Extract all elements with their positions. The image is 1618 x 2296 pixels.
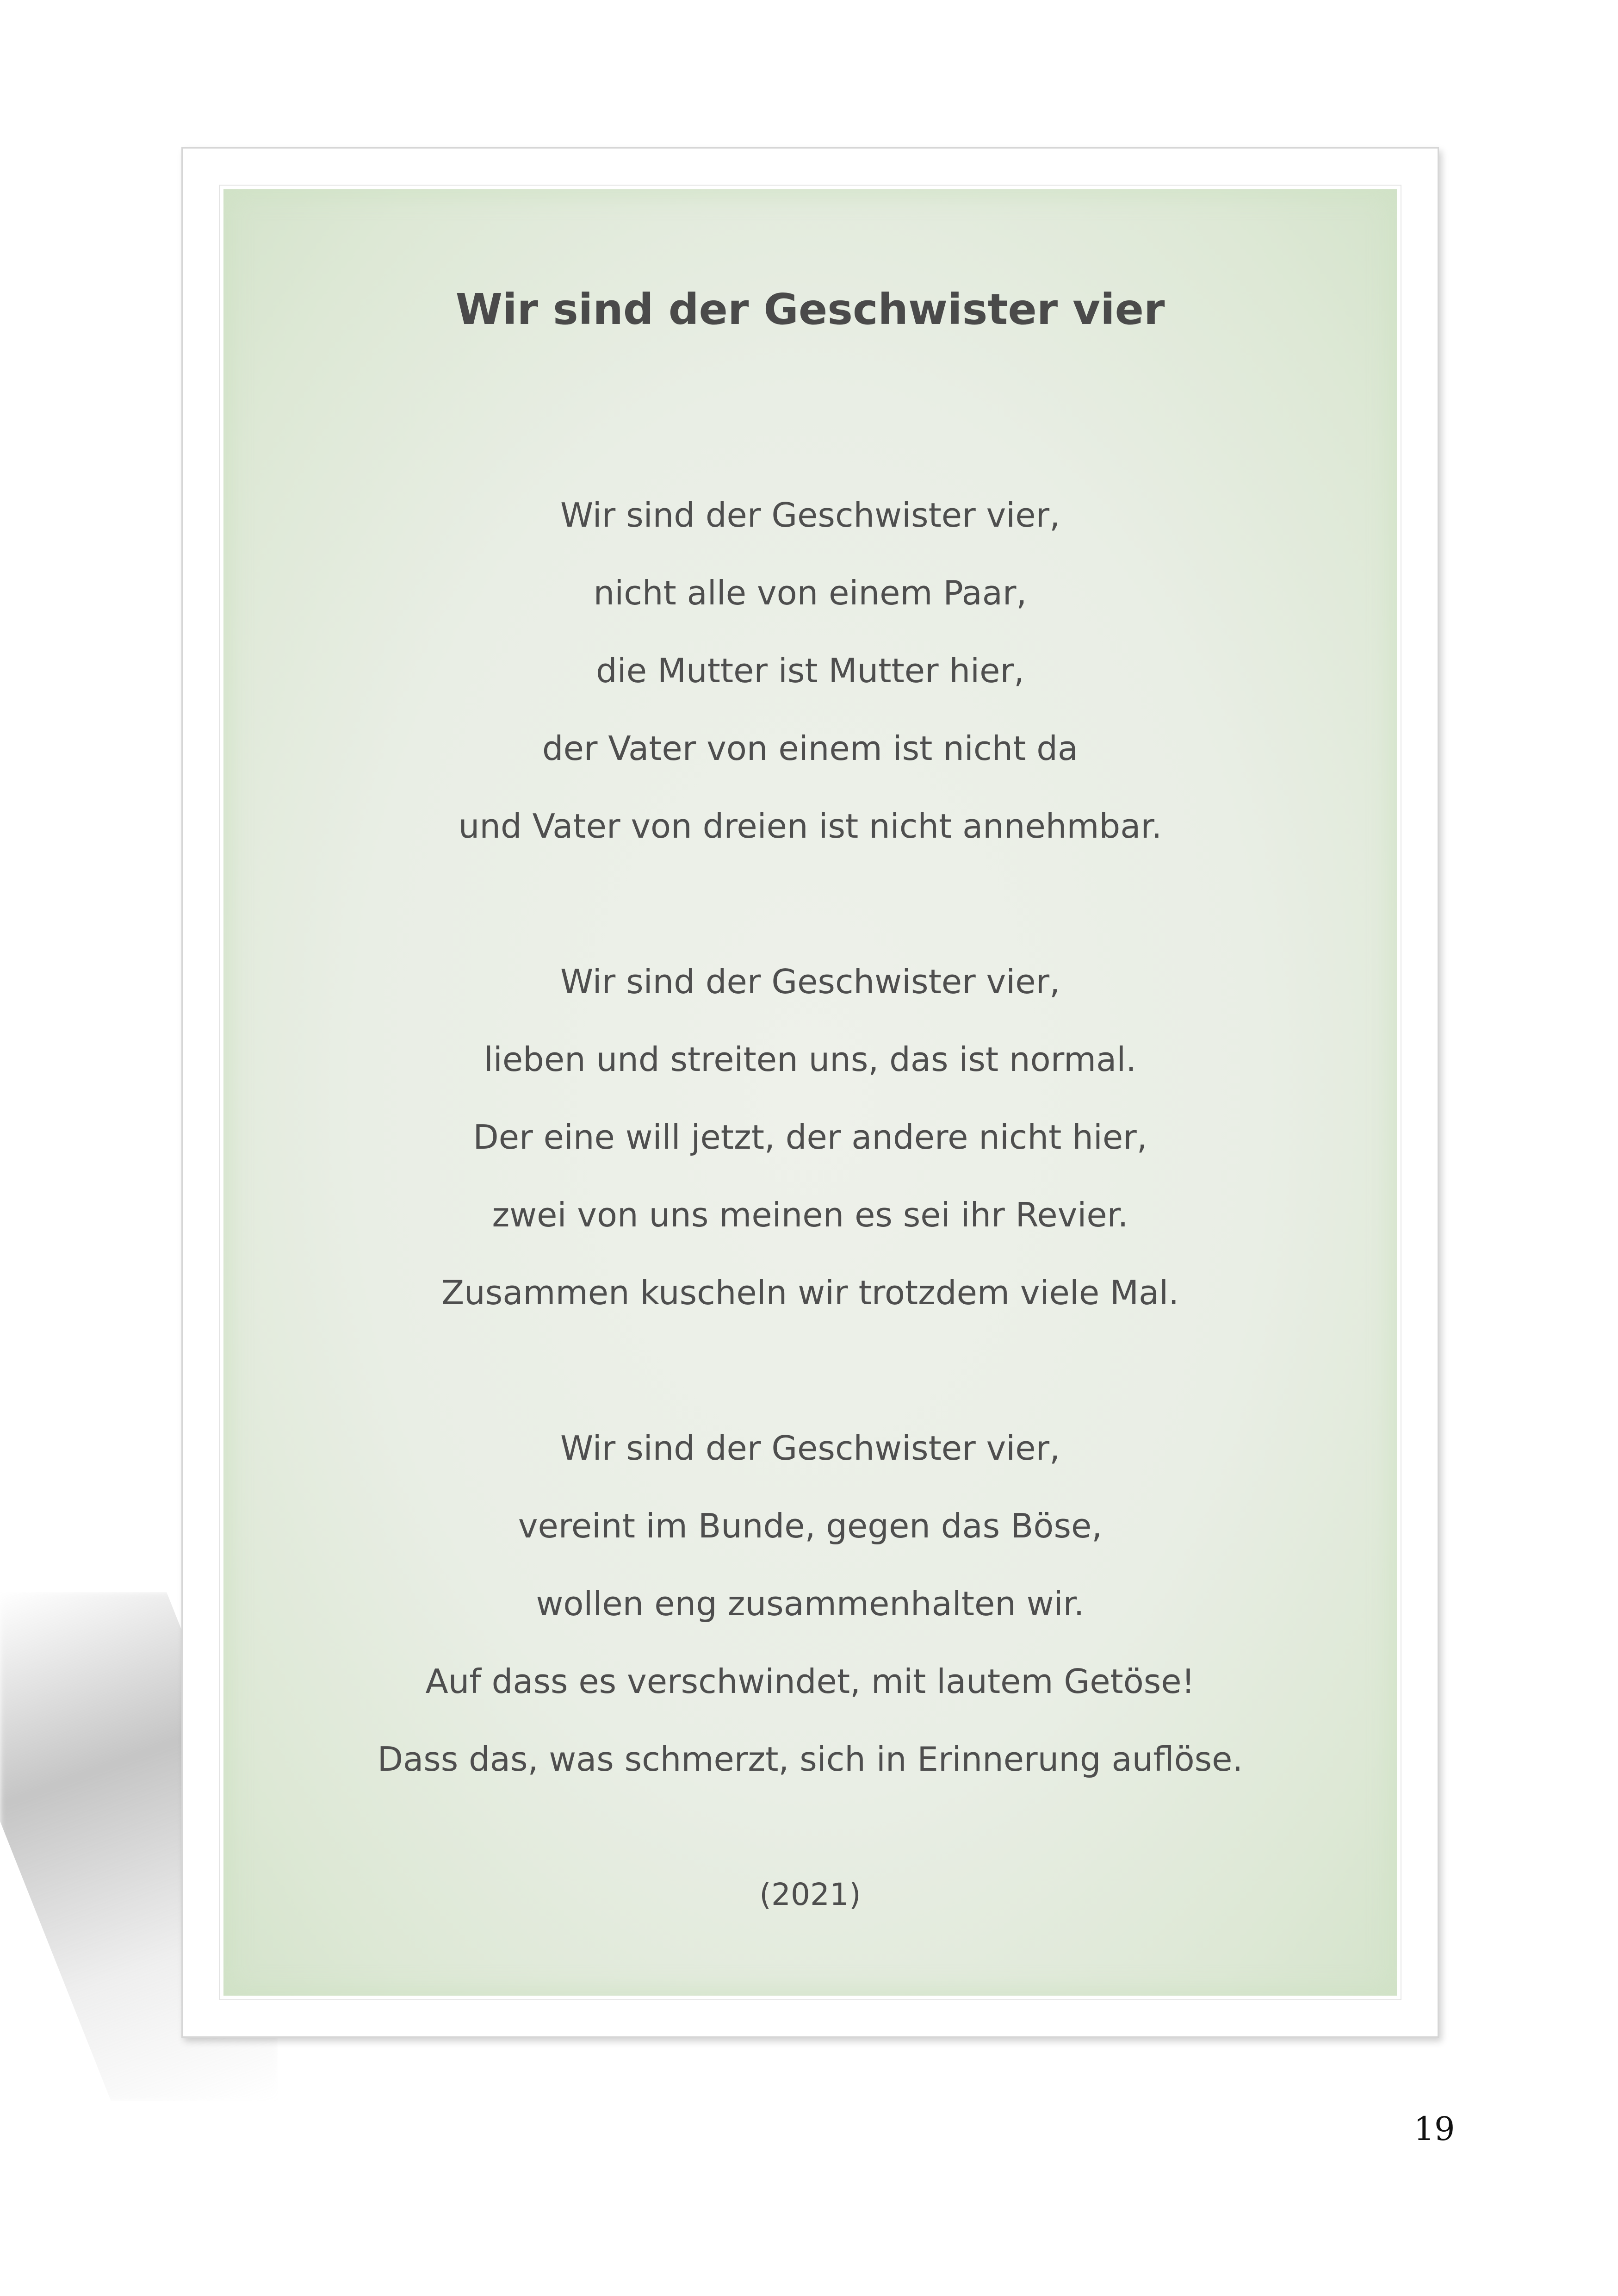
- stanza-3: [223, 1409, 1397, 1798]
- stanza-line: lieben und streiten uns, das ist normal.: [484, 1040, 1137, 1079]
- stanza-line: Wir sind der Geschwister vier,: [560, 496, 1060, 535]
- stanza-line: wollen eng zusammenhalten wir.: [536, 1584, 1085, 1623]
- page-number: 19: [1413, 2110, 1455, 2148]
- stanza-line: Der eine will jetzt, der andere nicht hier,: [473, 1118, 1147, 1157]
- stanza-line: Zusammen kuscheln wir trotzdem viele Mal.: [441, 1273, 1179, 1312]
- stanza-line: nicht alle von einem Paar,: [593, 573, 1027, 612]
- poem-year: (2021): [759, 1877, 861, 1912]
- stanza-line: zwei von uns meinen es sei ihr Revier.: [492, 1195, 1128, 1234]
- stanza-line: Wir sind der Geschwister vier,: [560, 962, 1060, 1001]
- stanza-line: und Vater von dreien ist nicht annehmbar.: [458, 807, 1162, 846]
- stanza-2: [223, 943, 1397, 1332]
- stanza-line: Wir sind der Geschwister vier,: [560, 1429, 1060, 1468]
- stanza-1: [223, 476, 1397, 865]
- poem-title: Wir sind der Geschwister vier: [455, 285, 1165, 334]
- poem-frame: [181, 147, 1439, 2038]
- stanza-line: der Vater von einem ist nicht da: [542, 729, 1079, 768]
- stanza-line: vereint im Bunde, gegen das Böse,: [518, 1506, 1103, 1545]
- stanza-line: die Mutter ist Mutter hier,: [596, 651, 1024, 690]
- stanza-line: Dass das, was schmerzt, sich in Erinnerung auflöse.: [377, 1740, 1243, 1779]
- poem-panel: [223, 189, 1397, 1996]
- stanza-line: Auf dass es verschwindet, mit lautem Getöse!: [425, 1662, 1195, 1701]
